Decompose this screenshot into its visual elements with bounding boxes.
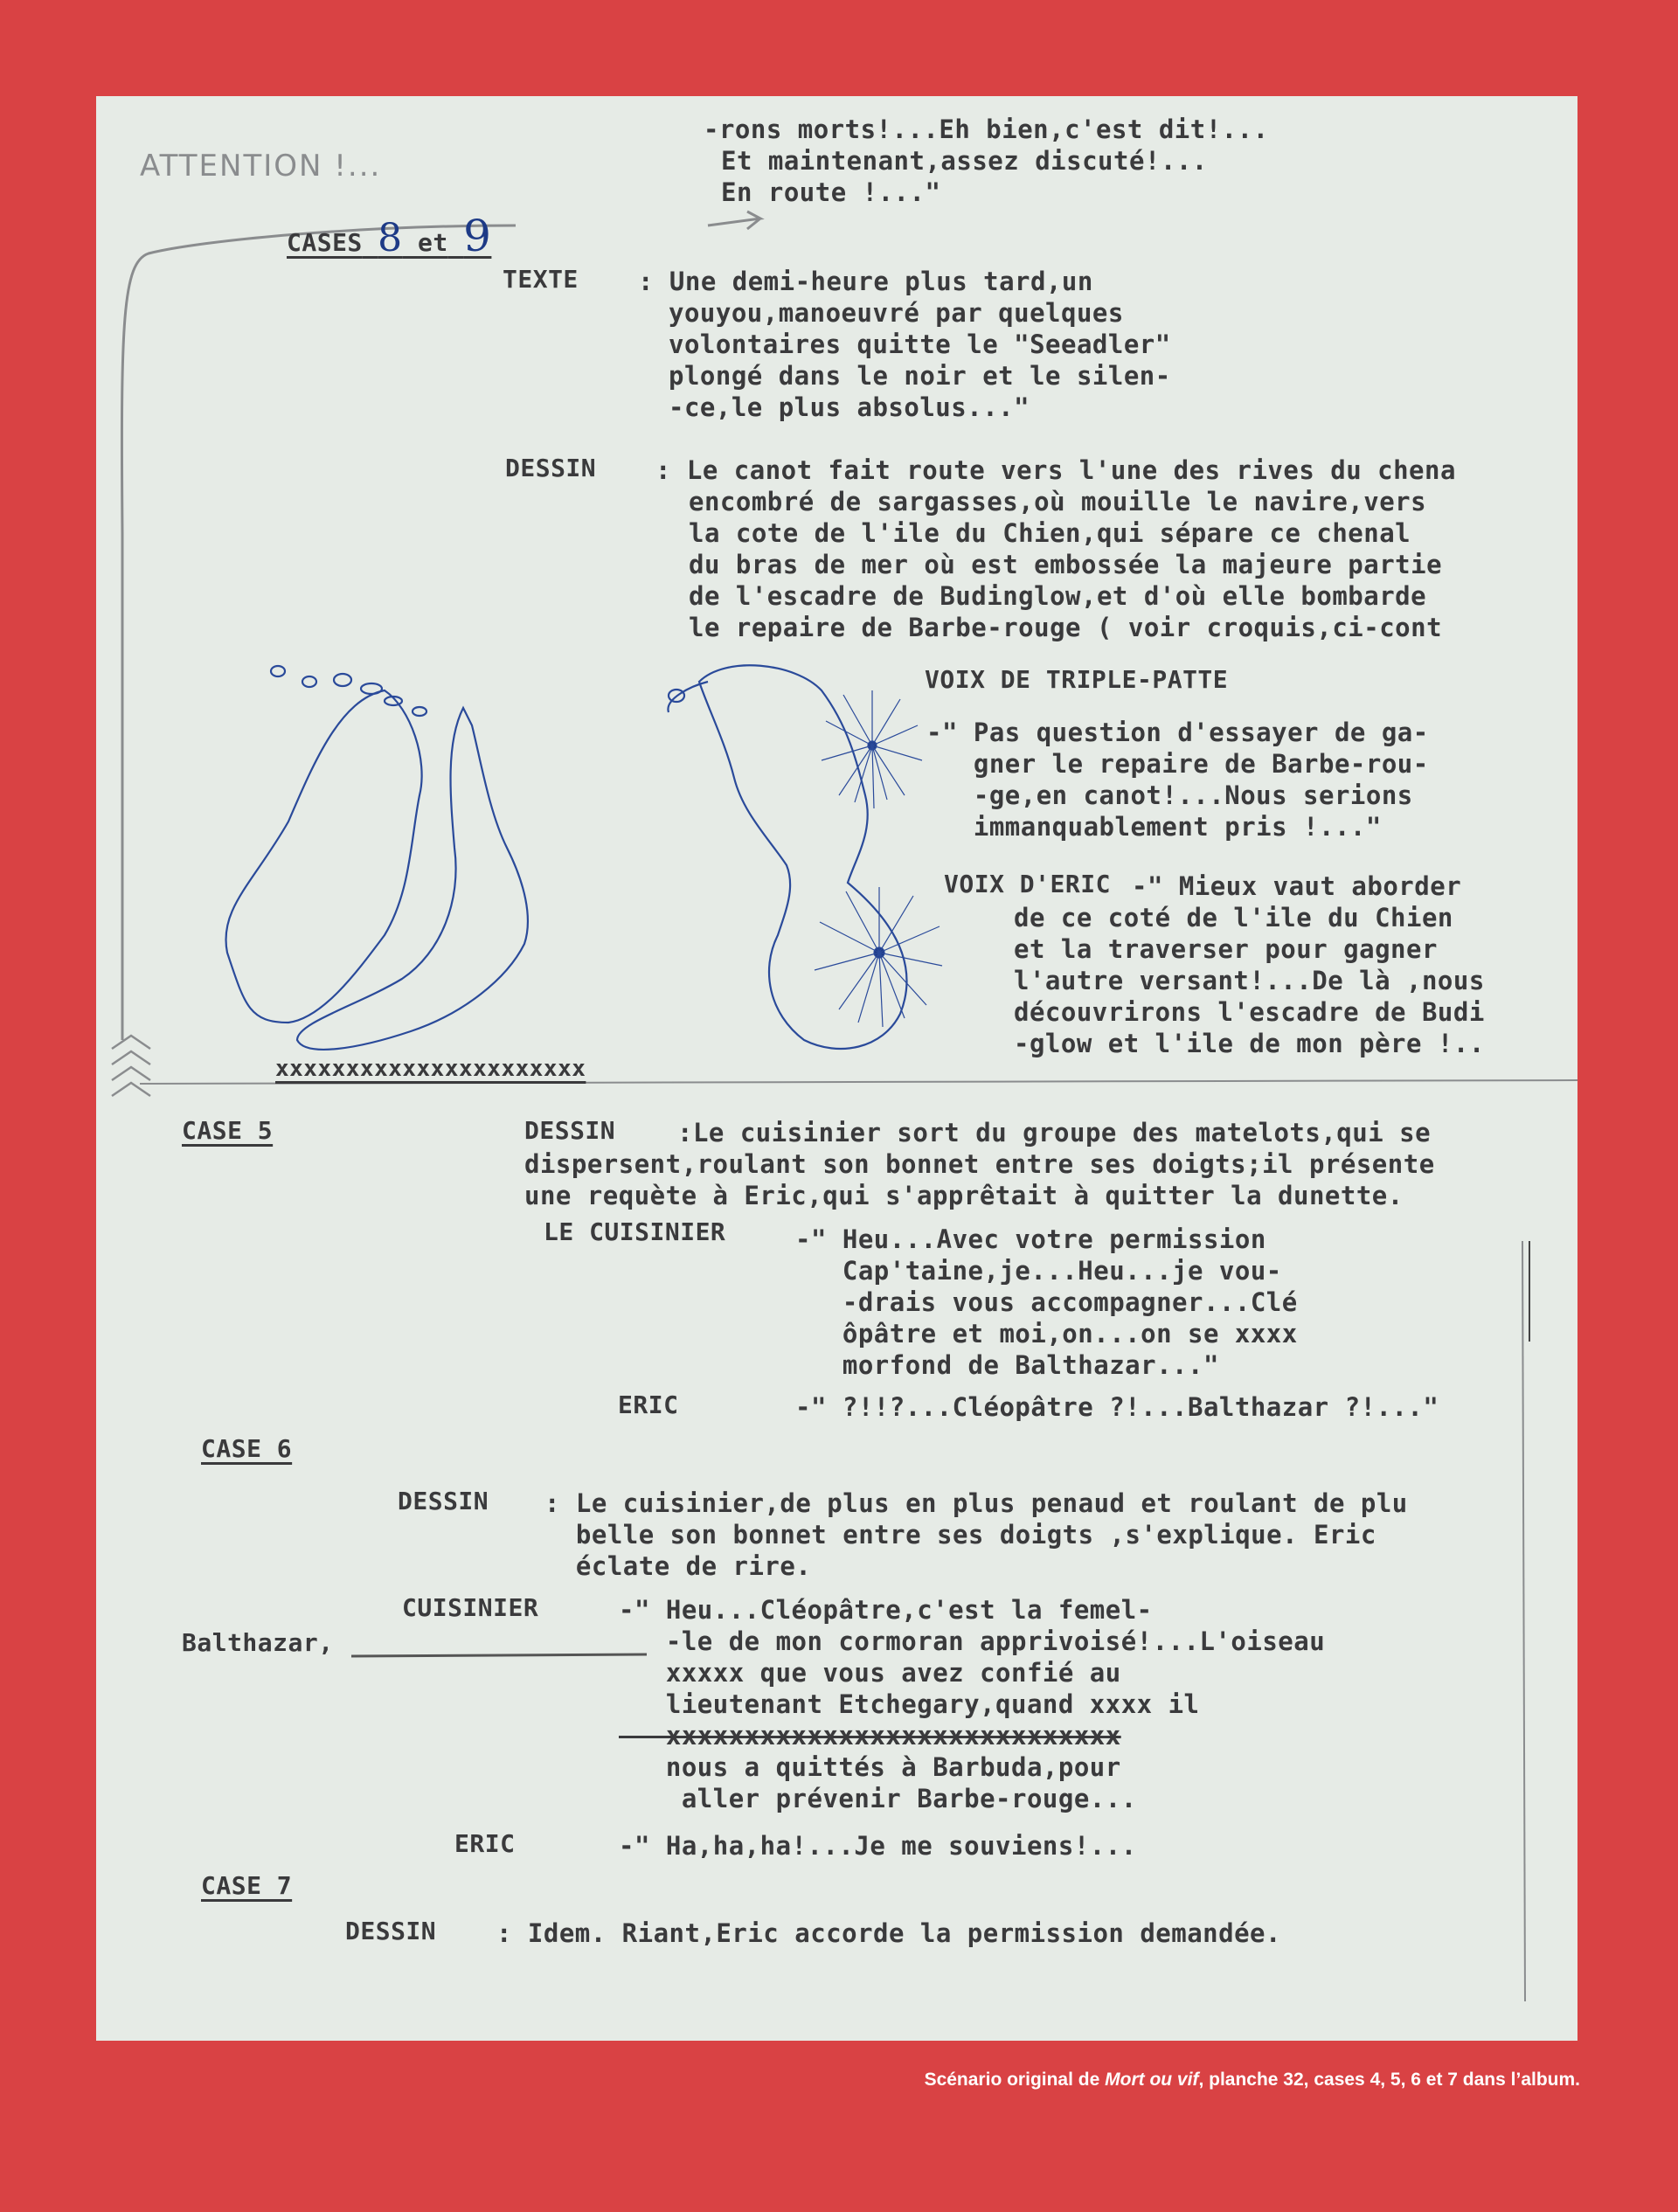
- voix-eric-line-3: et la traverser pour gagner: [1014, 934, 1438, 964]
- voix-eric-line-5: découvrirons l'escadre de Budi: [1014, 997, 1485, 1027]
- voix-tp-line-2: gner le repaire de Barbe-rou-: [926, 749, 1429, 779]
- texte-label: TEXTE: [503, 265, 579, 294]
- case-5-eric-line: -" ?!!?...Cléopâtre ?!...Balthazar ?!...": [795, 1392, 1439, 1422]
- voix-eric-line-1: -" Mieux vaut aborder: [1132, 871, 1462, 901]
- case-6-label: CASE 6: [201, 1434, 293, 1463]
- case-5-cuisinier-line-3: -drais vous accompagner...Clé: [795, 1287, 1298, 1317]
- texte-line-1: : Une demi-heure plus tard,un: [638, 267, 1093, 296]
- pencil-arrow: [708, 211, 760, 229]
- voix-eric-line-4: l'autre versant!...De là ,nous: [1014, 966, 1485, 995]
- case-5-eric-label: ERIC: [618, 1390, 679, 1419]
- voix-triple-patte-label: VOIX DE TRIPLE-PATTE: [925, 665, 1229, 694]
- dessin-line-3: la cote de l'ile du Chien,qui sépare ce chenal: [689, 518, 1411, 548]
- texte-line-3: volontaires quitte le "Seeadler": [669, 329, 1171, 359]
- crater-top: [822, 690, 922, 808]
- case-5-dessin-line-1: :Le cuisinier sort du groupe des matelots,qui se: [677, 1118, 1432, 1148]
- dessin-line-4: du bras de mer où est embossée la majeure partie: [689, 550, 1443, 579]
- voix-eric-line-6: -glow et l'ile de mon père !..: [1014, 1029, 1485, 1058]
- texte-line-5: -ce,le plus absolus...": [669, 392, 1030, 422]
- opening-line-2: Et maintenant,assez discuté!...: [721, 146, 1208, 176]
- case-6-cuisinier-line-4: lieutenant Etchegary,quand xxxx il: [619, 1689, 1200, 1719]
- dessin-line-2: encombré de sargasses,où mouille le navire,vers: [689, 487, 1427, 517]
- case-6-eric-line: -" Ha,ha,ha!...Je me souviens!...: [619, 1831, 1137, 1861]
- opening-line-1: -rons morts!...Eh bien,c'est dit!...: [704, 114, 1269, 144]
- case-5-cuisinier-line-2: Cap'taine,je...Heu...je vou-: [795, 1256, 1282, 1286]
- right-island-sketch: [668, 665, 906, 1049]
- pencil-line-balthazar: [351, 1654, 647, 1656]
- case-6-cuisinier-line-2: -le de mon cormoran apprivoisé!...L'oiseau: [619, 1626, 1326, 1656]
- case-5-cuisinier-line-5: morfond de Balthazar...": [795, 1350, 1219, 1380]
- pencil-attention-note: ATTENTION !...: [140, 149, 382, 184]
- case-5-dessin-line-2: dispersent,roulant son bonnet entre ses doigts;il présente: [524, 1149, 1435, 1179]
- case-6-cuisinier-line-7: aller prévenir Barbe-rouge...: [619, 1784, 1137, 1813]
- case-7-dessin-line: : Idem. Riant,Eric accorde la permission demandée.: [496, 1918, 1281, 1948]
- case-6-cuisinier-line-6: nous a quittés à Barbuda,pour: [619, 1752, 1121, 1782]
- dessin-line-1: : Le canot fait route vers l'une des rives du chena: [655, 455, 1456, 485]
- case-6-margin-note: Balthazar,: [182, 1628, 334, 1657]
- pencil-chevrons: [112, 1036, 150, 1096]
- case-7-dessin-label: DESSIN: [345, 1917, 437, 1945]
- case-6-dessin-label: DESSIN: [398, 1487, 489, 1515]
- cases-8-9-label: CASES 8 et 9: [287, 211, 492, 261]
- case-5-label: CASE 5: [182, 1116, 274, 1145]
- dessin-label-8-9: DESSIN: [505, 454, 597, 482]
- case-5-cuisinier-line-1: -" Heu...Avec votre permission: [795, 1224, 1266, 1254]
- voix-tp-line-1: -" Pas question d'essayer de ga-: [926, 718, 1429, 747]
- dessin-line-6: le repaire de Barbe-rouge ( voir croquis,ci-cont: [689, 613, 1443, 642]
- dessin-line-5: de l'escadre de Budinglow,et d'où elle bombarde: [689, 581, 1427, 611]
- voix-eric-line-2: de ce coté de l'ile du Chien: [1014, 903, 1453, 933]
- case-5-dessin-line-3: une requète à Eric,qui s'apprêtait à quitter la dunette.: [524, 1181, 1404, 1210]
- case-6-eric-label: ERIC: [454, 1829, 516, 1858]
- voix-tp-line-4: immanquablement pris !...": [926, 812, 1382, 842]
- left-island-sketch: [225, 666, 527, 1050]
- case-6-cuisinier-line-5-struck: xxxxxxxxxxxxxxxxxxxxxxxxxxxxx: [619, 1721, 1121, 1751]
- case-6-cuisinier-label: CUISINIER: [402, 1593, 539, 1622]
- struck-out-label: xxxxxxxxxxxxxxxxxxxxxx: [275, 1056, 586, 1082]
- voix-tp-line-3: -ge,en canot!...Nous serions: [926, 780, 1413, 810]
- case-6-cuisinier-line-1: -" Heu...Cléopâtre,c'est la femel-: [619, 1595, 1153, 1625]
- case-6-dessin-line-2: belle son bonnet entre ses doigts ,s'explique. Eric: [544, 1520, 1376, 1550]
- crater-bottom: [815, 887, 942, 1027]
- texte-line-2: youyou,manoeuvré par quelques: [669, 298, 1124, 328]
- pencil-bracket: [121, 225, 516, 1040]
- case-6-dessin-line-3: éclate de rire.: [544, 1551, 812, 1581]
- opening-line-3: En route !...": [721, 177, 941, 207]
- case-6-cuisinier-line-3: xxxxx que vous avez confié au: [619, 1658, 1121, 1688]
- scanned-typescript-page: [96, 96, 1577, 2041]
- texte-line-4: plongé dans le noir et le silen-: [669, 361, 1171, 391]
- case-5-dessin-label: DESSIN: [524, 1116, 616, 1145]
- case-6-dessin-line-1: : Le cuisinier,de plus en plus penaud et roulant de plu: [544, 1488, 1408, 1518]
- pencil-right-margin-line: [1522, 1241, 1525, 2001]
- page-caption: Scénario original de Mort ou vif, planche 32, cases 4, 5, 6 et 7 dans l’album.: [924, 2070, 1580, 2090]
- case-5-cuisinier-label: LE CUISINIER: [544, 1217, 726, 1246]
- case-5-cuisinier-line-4: ôpâtre et moi,on...on se xxxx: [795, 1319, 1298, 1349]
- case-7-label: CASE 7: [201, 1871, 293, 1900]
- voix-eric-label: VOIX D'ERIC: [944, 870, 1111, 898]
